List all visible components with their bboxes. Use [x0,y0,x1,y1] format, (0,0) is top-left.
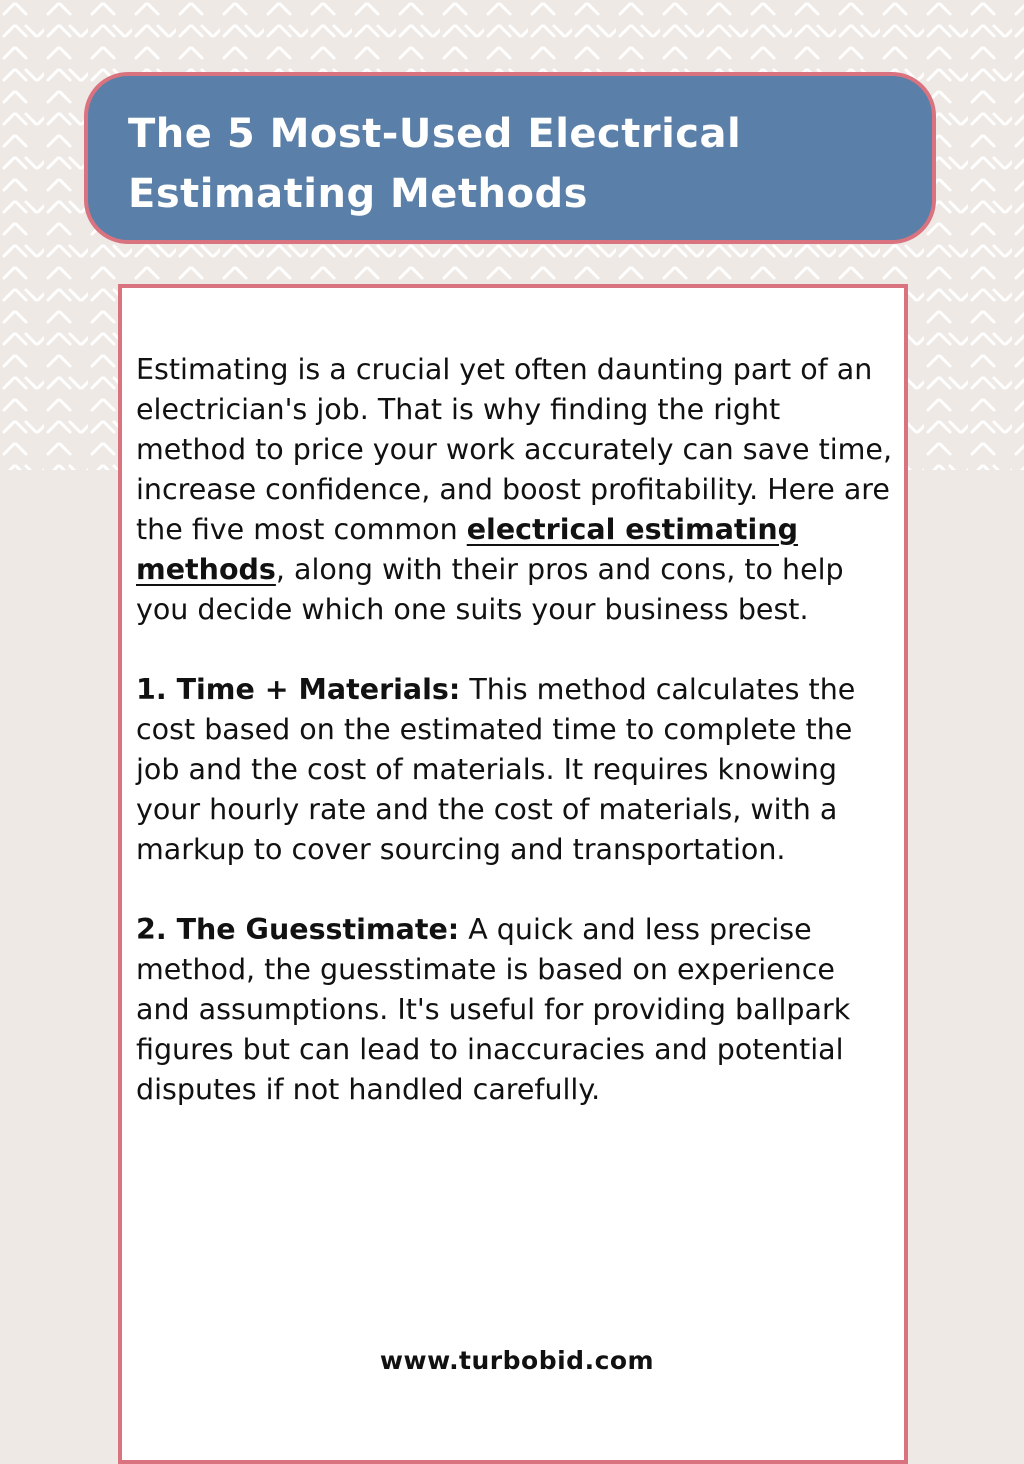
footer-website-url: www.turbobid.com [379,1346,655,1375]
method-paragraph-2 [136,910,896,1110]
method-heading-2: 2. The Guesstimate: [136,913,460,946]
electrical-estimating-methods-link[interactable]: electrical estimating methods [136,513,799,586]
method-paragraph-1 [136,670,896,870]
intro-text-start: Estimating is a crucial yet often daunting part of an electrician's job. That is why finding the right method to price your work accurately can save time, increase confidence, and boost profitability. Here are the five most common [136,353,893,546]
title-line-2: Estimating Methods [128,171,588,217]
method-heading-1: 1. Time + Materials: [136,673,461,706]
title-banner [84,72,936,244]
article-body [136,350,896,1110]
title-line-1: The 5 Most-Used Electrical [128,111,742,157]
intro-text-end: , along with their pros and cons, to help you decide which one suits your business best. [136,553,844,626]
intro-paragraph [136,350,896,630]
page-title [128,104,908,224]
method-body-1: This method calculates the cost based on the estimated time to complete the job and the cost of materials. It requires knowing your hourly rate and the cost of materials, with a markup to cover sourcing and transportation. [136,673,856,866]
content-panel [118,284,908,1464]
method-body-2: A quick and less precise method, the guesstimate is based on experience and assumptions. It's useful for providing ballpark figures but can lead to inaccuracies and potential disputes if not handled carefully. [136,913,851,1106]
